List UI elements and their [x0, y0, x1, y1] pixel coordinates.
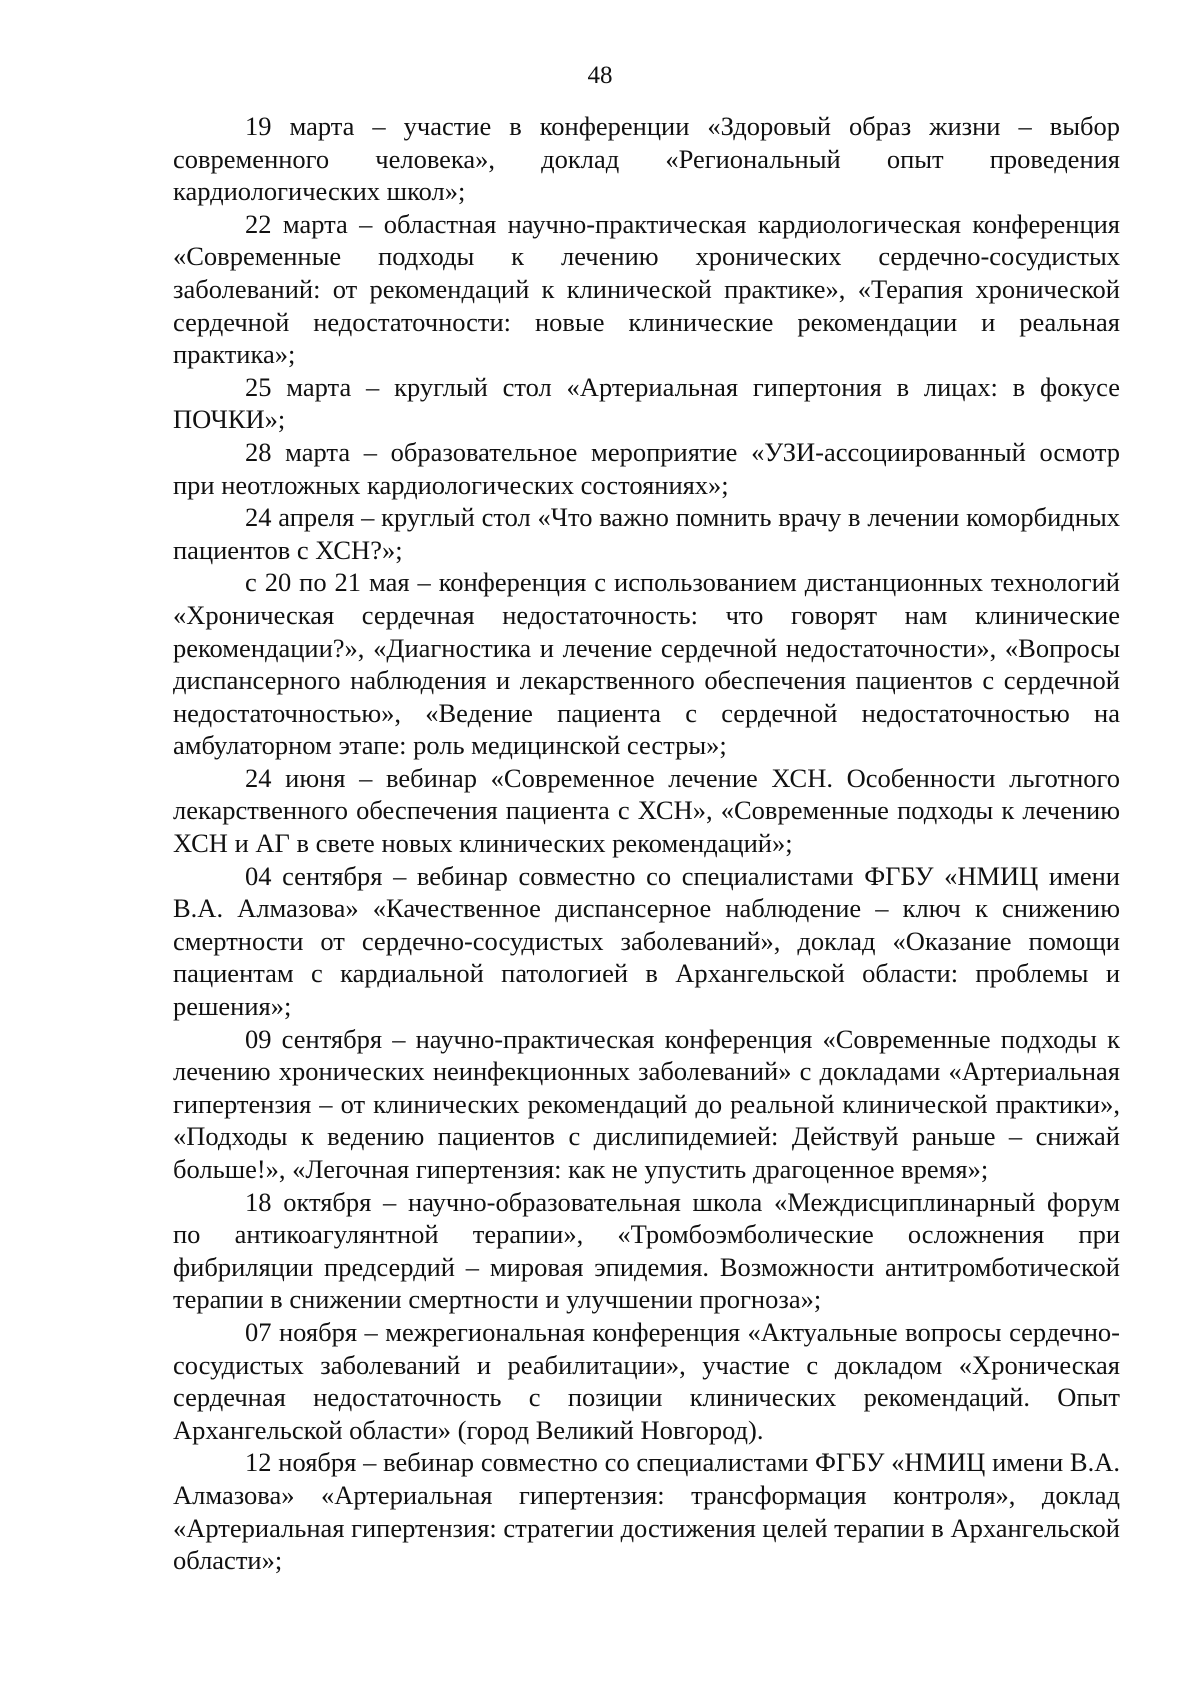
paragraph-march-19: 19 марта – участие в конференции «Здоровый образ жизни – выбор современного человека», доклад «Региональный опыт проведения кардиологических школ»; [173, 111, 1120, 207]
paragraph-september-04: 04 сентября – вебинар совместно со специалистами ФГБУ «НМИЦ имени В.А. Алмазова» «Качественное диспансерное наблюдение – ключ к снижению смертности от сердечно-сосудистых заболеваний», доклад «Оказание помощи пациентам с кардиальной патологией в Архангельской области: проблемы и решения»; [173, 860, 1120, 1022]
paragraph-june-24: 24 июня – вебинар «Современное лечение ХСН. Особенности льготного лекарственного обеспечения пациента с ХСН», «Современные подходы к лечению ХСН и АГ в свете новых клинических рекомендаций»; [173, 762, 1120, 859]
paragraph-may-20-21: с 20 по 21 мая – конференция с использованием дистанционных технологий «Хроническая сердечная недостаточность: что говорят нам клинические рекомендации?», «Диагностика и лечение сердечной недостаточности», «Вопросы диспансерного наблюдения и лекарственного обеспечения пациентов с сердечной недостаточностью», «Ведение пациента с сердечной недостаточностью на амбулаторном этапе: роль медицинской сестры»; [173, 567, 1120, 761]
paragraph-october-18: 18 октября – научно-образовательная школа «Междисциплинарный форум по антикоагулянтной терапии», «Тромбоэмболические осложнения при фибриляции предсердий – мировая эпидемия. Возможности антитромботической терапии в снижении смертности и улучшении прогноза»; [173, 1186, 1120, 1315]
document-body [173, 110, 1120, 1577]
page-number: 48 [587, 62, 613, 89]
paragraph-september-09: 09 сентября – научно-практическая конференция «Современные подходы к лечению хронических неинфекционных заболеваний» с докладами «Артериальная гипертензия – от клинических рекомендаций до реальной клинической практики», «Подходы к ведению пациентов с дислипидемией: Действуй раньше – снижай больше!», «Легочная гипертензия: как не упустить драгоценное время»; [173, 1023, 1120, 1184]
paragraph-march-25: 25 марта – круглый стол «Артериальная гипертония в лицах: в фокусе ПОЧКИ»; [173, 371, 1120, 435]
paragraph-march-28: 28 марта – образовательное мероприятие «УЗИ-ассоциированный осмотр при неотложных кардиологических состояниях»; [173, 436, 1120, 500]
paragraph-november-07: 07 ноября – межрегиональная конференция «Актуальные вопросы сердечно-сосудистых заболеваний и реабилитации», участие с докладом «Хроническая сердечная недостаточность с позиции клинических рекомендаций. Опыт Архангельской области» (город Великий Новгород). [173, 1316, 1120, 1445]
paragraph-march-22: 22 марта – областная научно-практическая кардиологическая конференция «Современные подходы к лечению хронических сердечно-сосудистых заболеваний: от рекомендаций к клинической практике», «Терапия хронической сердечной недостаточности: новые клинические рекомендации и реальная практика»; [173, 208, 1120, 370]
paragraph-november-12: 12 ноября – вебинар совместно со специалистами ФГБУ «НМИЦ имени В.А. Алмазова» «Артериальная гипертензия: трансформация контроля», доклад «Артериальная гипертензия: стратегии достижения целей терапии в Архангельской области»; [173, 1447, 1120, 1576]
paragraph-april-24: 24 апреля – круглый стол «Что важно помнить врачу в лечении коморбидных пациентов с ХСН?»; [173, 502, 1120, 565]
